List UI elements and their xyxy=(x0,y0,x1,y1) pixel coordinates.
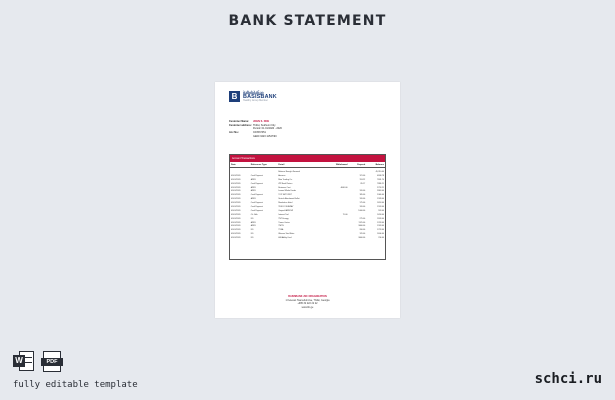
footer-phone: +995 32 222 22 22 xyxy=(297,302,318,306)
statement-document xyxy=(215,82,400,318)
footer-address: 1 Ketevan Tsamebuli Ave, Tbilisi, Georgia xyxy=(285,298,330,302)
cell-reference: Card Payment xyxy=(250,194,263,197)
cell-reference: Card Payment xyxy=(250,174,263,177)
cell-deposit: 153.22 xyxy=(359,178,366,181)
cell-balance: 1928.00 xyxy=(377,198,384,201)
cell-reference: Card Payment xyxy=(250,209,263,212)
cell-date: 01/01/2020 xyxy=(231,202,241,205)
cell-reference: Card Payment xyxy=(250,182,263,185)
word-badge: W xyxy=(13,355,25,367)
cell-deposit: 120.00 xyxy=(359,205,366,208)
cell-reference: DD xyxy=(250,229,254,232)
cell-balance: 4808.78 xyxy=(377,174,384,177)
page-title: BANK STATEMENT xyxy=(228,13,387,29)
column-header-withdrawal: Withdrawal xyxy=(335,163,348,166)
cell-deposit: 3000.00 xyxy=(358,225,366,228)
cell-balance: 7801.70 xyxy=(377,178,384,181)
column-header-details: Detail xyxy=(278,163,285,166)
cell-details: Scotch Attachment Bullet xyxy=(278,198,300,201)
cell-date: 01/01/2020 xyxy=(231,221,241,224)
column-header-reference: Reference Type xyxy=(250,163,267,166)
footer-bank-name: BASISBANK JSC ORGANIZATION xyxy=(288,295,327,298)
cell-deposit: 1125.00 xyxy=(358,221,366,224)
cell-details: Tirana Cartes xyxy=(278,221,290,224)
footer-site: www.bb.ge xyxy=(301,305,314,309)
cell-deposit: 120.00 xyxy=(359,198,366,201)
cell-withdrawal: 75.00 xyxy=(342,213,348,216)
cell-balance: 2863.00 xyxy=(377,190,384,193)
cell-details: Manhattan Hotel xyxy=(278,202,293,205)
bank-tagline: Healthy Group Member xyxy=(243,99,268,103)
cell-balance: 2793.21 xyxy=(377,186,384,189)
file-format-icons xyxy=(13,350,63,372)
bank-logo-text xyxy=(243,91,277,103)
cell-details: ZIP Bank Return xyxy=(278,182,293,185)
cell-reference: APEX xyxy=(250,198,256,201)
cell-date: 01/01/2020 xyxy=(231,209,241,212)
editable-template-caption: fully editable template xyxy=(13,380,138,390)
cell-details: Graycell ARROW xyxy=(278,209,293,212)
bank-logo-icon: B xyxy=(229,91,240,102)
info-value: Tbilisi, Sukhumi City xyxy=(253,123,276,127)
cell-balance: 533.00 xyxy=(378,209,384,212)
cell-deposit: 85.17 xyxy=(360,182,366,185)
cell-details: TNT Energy xyxy=(278,217,289,220)
cell-date: 01/01/2020 xyxy=(231,217,241,220)
column-header-deposit: Deposit xyxy=(357,163,366,166)
cell-deposit: 120.00 xyxy=(359,190,366,193)
cell-details: TESCO SUBWAY xyxy=(278,205,294,208)
cell-details: TVSA xyxy=(278,229,284,232)
cell-reference: APEX xyxy=(250,186,256,189)
cell-reference: APEX xyxy=(250,190,256,193)
cell-balance: 1653.00 xyxy=(377,202,384,205)
cell-details: Amazon xyxy=(278,174,286,177)
table-body xyxy=(230,168,385,240)
info-label: Acc No.: xyxy=(229,131,240,135)
bank-name: BASISBANK xyxy=(243,94,277,100)
cell-date: 01/01/2020 xyxy=(231,190,241,193)
bank-contact-footer xyxy=(215,295,400,309)
cell-balance: 1533.00 xyxy=(377,205,384,208)
cell-date: 01/01/2020 xyxy=(231,225,241,228)
column-header-date: Date xyxy=(231,163,236,166)
cell-date: 01/01/2020 xyxy=(231,205,241,208)
cell-reference: APEX xyxy=(250,178,256,181)
cell-reference: APEX xyxy=(250,225,256,228)
bank-logo xyxy=(229,91,277,103)
cell-details: Business Cost xyxy=(278,186,291,189)
cell-details: TOP SMT VISIT xyxy=(278,194,292,197)
cell-balance: 1733.00 xyxy=(377,229,384,232)
cell-deposit: 129.00 xyxy=(359,233,366,236)
cell-deposit: 121.00 xyxy=(359,174,366,177)
cell-balance: 1933.00 xyxy=(377,225,384,228)
cell-reference: APEX xyxy=(250,221,256,224)
cell-reference: Card Payment xyxy=(250,205,263,208)
cell-deposit: 185.00 xyxy=(359,194,366,197)
cell-reference: DD xyxy=(250,237,254,240)
cell-balance: 7886.21 xyxy=(377,182,384,185)
customer-info xyxy=(229,120,282,139)
cell-date: 01/01/2020 xyxy=(231,198,241,201)
cell-deposit: 275.00 xyxy=(359,217,366,220)
cell-date: 01/01/2020 xyxy=(231,194,241,197)
cell-details: HM Ability Card xyxy=(278,237,292,240)
info-value: Ch0537451 xyxy=(253,131,266,135)
cell-date: 01/01/2020 xyxy=(231,213,241,216)
word-document-icon xyxy=(13,350,35,372)
cell-reference: Ch. Brth xyxy=(250,213,258,216)
info-value: Period: 01.01/2020 - 2020 xyxy=(253,127,282,131)
cell-reference: DD xyxy=(250,217,254,220)
cell-balance: 1233.00 xyxy=(377,221,384,224)
cell-reference: DD xyxy=(250,233,254,236)
column-header-balance: Balance xyxy=(375,163,384,166)
cell-deposit: 200.00 xyxy=(359,229,366,232)
cell-balance: 704.00 xyxy=(378,237,384,240)
cell-balance: 1458.00 xyxy=(377,213,384,216)
cell-details: Miro Trading Co. xyxy=(278,178,293,181)
cell-details: Balance Brought Forward xyxy=(278,170,300,173)
cell-details: Lemon Whole Foods xyxy=(278,190,296,193)
cell-details: Wessex Sim Water xyxy=(278,233,295,236)
info-value: GE00 3423 11547/90 xyxy=(253,134,277,138)
info-row xyxy=(229,135,282,139)
cell-balance: 1183.00 xyxy=(377,217,384,220)
cell-details: TMTN xyxy=(278,225,284,228)
transactions-table xyxy=(229,154,386,260)
site-watermark: schci.ru xyxy=(534,371,602,387)
cell-balance: 2046.00 xyxy=(377,194,384,197)
cell-date: 01/01/2020 xyxy=(231,178,241,181)
cell-details: Internet Tsal xyxy=(278,213,289,216)
info-label xyxy=(229,135,253,139)
cell-withdrawal: 4660.00 xyxy=(340,186,348,189)
bank-name-georgian: ბაზისბანკი xyxy=(243,90,264,95)
cell-balance: 45,310.00 xyxy=(375,170,384,173)
info-label: Customer address: xyxy=(229,123,252,127)
info-value: JOHN S. DOE xyxy=(253,120,270,123)
cell-date: 01/01/2020 xyxy=(231,186,241,189)
cell-date: 01/01/2020 xyxy=(231,229,241,232)
info-label: Customer Name: xyxy=(229,120,250,123)
cell-date: 01/01/2020 xyxy=(231,237,241,240)
cell-deposit: 1000.00 xyxy=(358,209,366,212)
cell-balance: 1604.00 xyxy=(377,233,384,236)
cell-date: 01/01/2020 xyxy=(231,174,241,177)
table-row xyxy=(230,236,385,240)
cell-reference: Card Payment xyxy=(250,202,263,205)
cell-deposit: 175.00 xyxy=(359,202,366,205)
cell-date: 01/01/2020 xyxy=(231,233,241,236)
cell-deposit: 3000.00 xyxy=(358,237,366,240)
cell-date: 01/01/2020 xyxy=(231,182,241,185)
pdf-badge: PDF xyxy=(41,358,63,366)
transactions-heading: Account Transactions xyxy=(230,155,385,162)
pdf-document-icon xyxy=(41,350,63,372)
